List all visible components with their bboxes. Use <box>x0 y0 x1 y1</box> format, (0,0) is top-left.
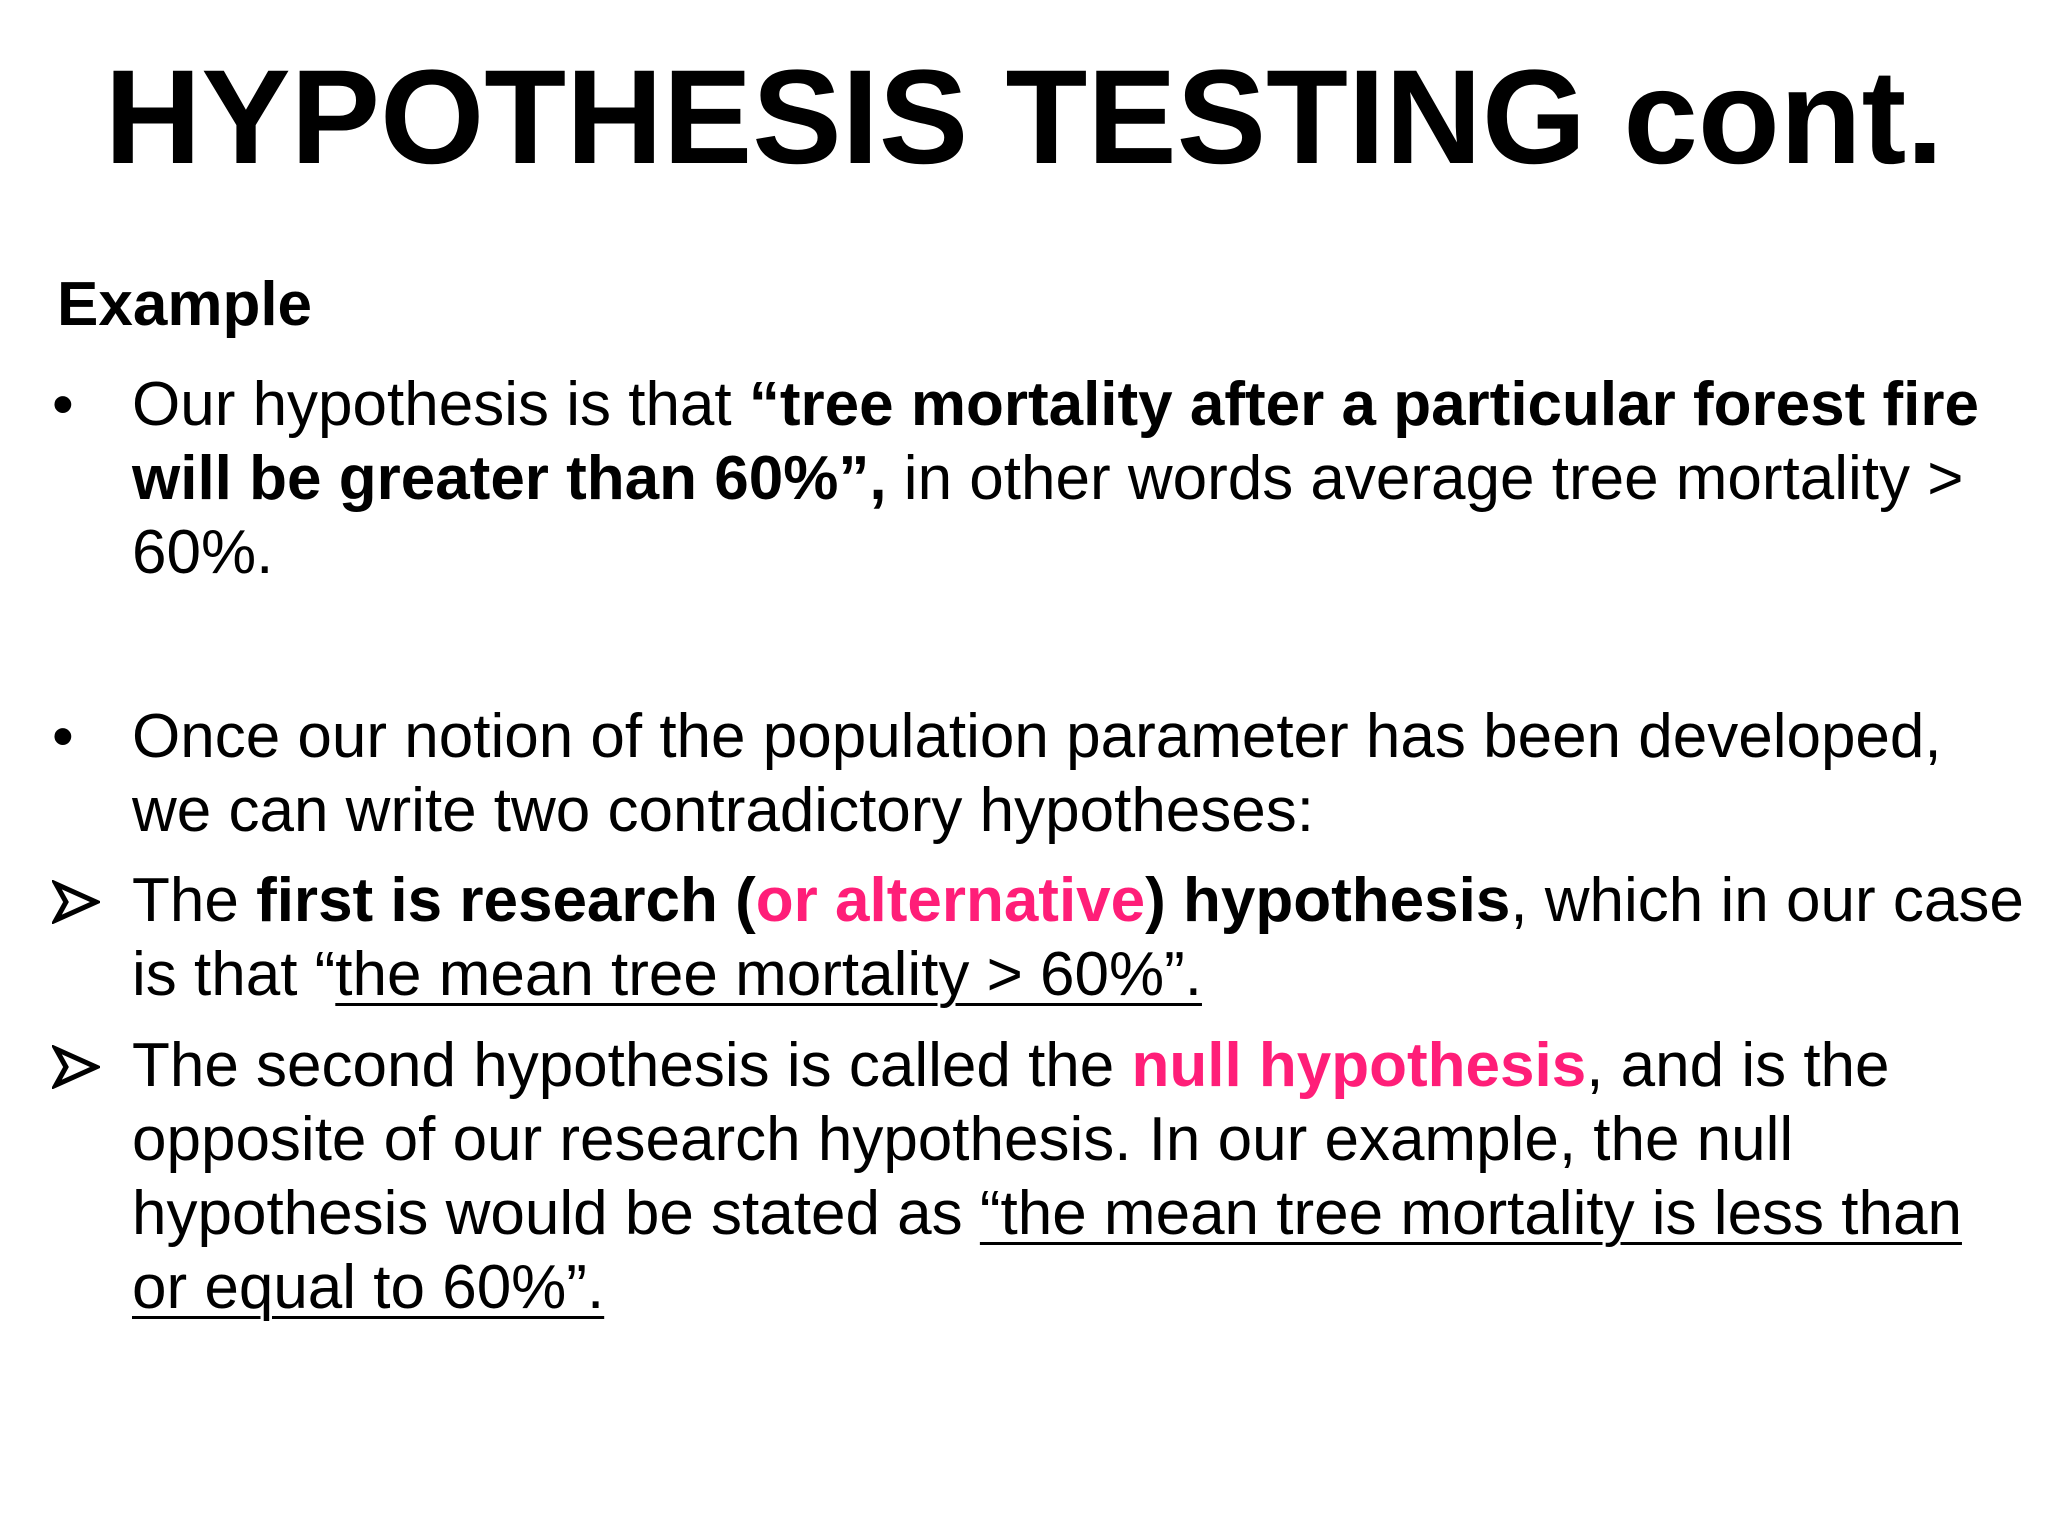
arrow-text-part: The <box>132 866 257 935</box>
arrow-item-text <box>132 864 2032 1012</box>
bullet-text <box>132 368 2032 590</box>
arrow-text-part: , which in our case is that “ <box>132 866 2024 1009</box>
arrow-bullet-icon <box>52 1029 112 1089</box>
arrow-bullet-icon <box>52 864 112 924</box>
null-hypothesis-statement: “the mean tree mortality is less than or equal to 60%”. <box>132 1179 1962 1322</box>
example-heading: Example <box>57 270 313 339</box>
bullet-text-bold: “tree mortality after a particular forest fire will be greater than 60%”, <box>132 370 1979 513</box>
arrow-text-part: , and is the opposite of our research hypothesis. In our example, the null hypothesis would be stated as <box>132 1031 1890 1248</box>
bullet-text-part: in other words average tree mortality > 60%. <box>132 444 1964 587</box>
null-hypothesis-highlight: null hypothesis <box>1131 1031 1587 1100</box>
arrow-text-part: The second hypothesis is called the <box>132 1031 1132 1100</box>
slide-title: HYPOTHESIS TESTING cont. <box>104 43 1944 192</box>
arrow-text-bold: first is research ( <box>256 866 756 935</box>
research-hypothesis-statement: the mean tree mortality > 60%”. <box>335 940 1202 1009</box>
arrow-text-bold: ) hypothesis <box>1145 866 1511 935</box>
bullet-marker: • <box>52 702 74 771</box>
arrow-item-text <box>132 1029 2032 1325</box>
bullet-text: Once our notion of the population parameter has been developed, we can write two contradictory hypotheses: <box>132 702 1942 845</box>
bullet-marker: • <box>52 370 74 439</box>
bullet-text-part: Our hypothesis is that <box>132 370 749 439</box>
alternative-highlight: or alternative <box>755 866 1146 935</box>
